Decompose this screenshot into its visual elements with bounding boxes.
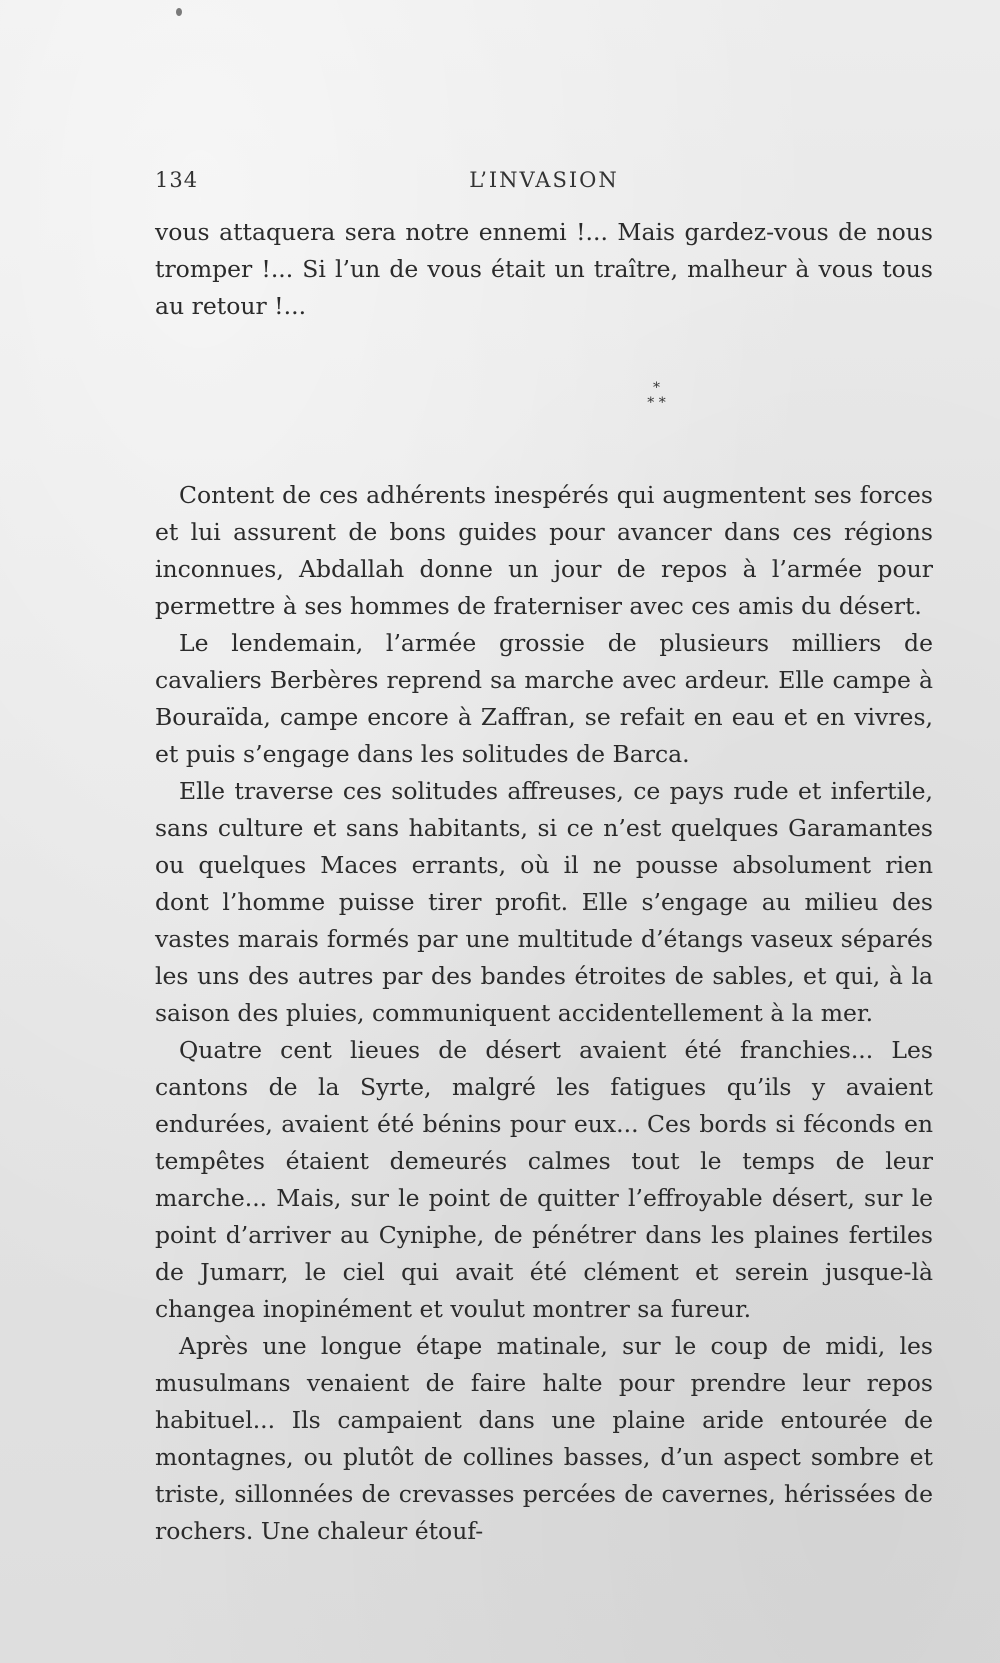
- paragraph: Après une longue étape matinale, sur le coup de midi, les musulmans venaient de faire halte pour prendre leur repos habituel... Ils campaient dans une plaine aride entourée de montagnes, ou plutôt de collines basses, d’un aspect sombre et triste, sillonnées de crevasses percées de cavernes, hérissées de rochers. Une chaleur étouf-: [155, 1332, 933, 1545]
- paragraph: Content de ces adhérents inespérés qui augmentent ses forces et lui assurent de bons guides pour avancer dans ces régions inconnues, Abdallah donne un jour de repos à l’armée pour permettre à ses hommes de fraterniser avec ces amis du désert.: [155, 481, 933, 620]
- paragraph: Quatre cent lieues de désert avaient été franchies... Les cantons de la Syrte, malgré les fatigues qu’ils y avaient endurées, avaient été bénins pour eux... Ces bords si féconds en tempêtes étaient demeurés calmes tout le temps de leur marche... Mais, sur le point de quitter l’effroyable désert, sur le point d’arriver au Cyniphe, de pénétrer dans les plaines fertiles de Jumarr, le ciel qui avait été clément et serein jusque-là changea inopinément et voulut montrer sa fureur.: [155, 1036, 933, 1323]
- page-number: 134: [155, 168, 199, 192]
- section-break-asterism: [155, 381, 933, 411]
- ink-speck: [176, 8, 182, 16]
- asterism-top-star: *: [653, 380, 660, 396]
- asterism-bottom-stars: * *: [647, 395, 666, 411]
- page-header: [155, 168, 933, 198]
- paragraph-continued: vous attaquera sera notre ennemi !... Mais gardez-vous de nous tromper !... Si l’un de vous était un traître, malheur à vous tous au retour !...: [155, 218, 933, 320]
- paragraph: Elle traverse ces solitudes affreuses, ce pays rude et infertile, sans culture et sans habitants, si ce n’est quelques Garamantes ou quelques Maces errants, où il ne pousse absolument rien dont l’homme puisse tirer profit. Elle s’engage au milieu des vastes marais formés par une multitude d’étangs vaseux séparés les uns des autres par des bandes étroites de sables, et qui, à la saison des pluies, communiquent accidentellement à la mer.: [155, 777, 933, 1027]
- paragraph: Le lendemain, l’armée grossie de plusieurs milliers de cavaliers Berbères reprend sa marche avec ardeur. Elle campe à Bouraïda, campe encore à Zaffran, se refait en eau et en vivres, et puis s’engage dans les solitudes de Barca.: [155, 629, 933, 768]
- running-title: L’INVASION: [469, 168, 619, 192]
- body-text: [155, 214, 933, 1550]
